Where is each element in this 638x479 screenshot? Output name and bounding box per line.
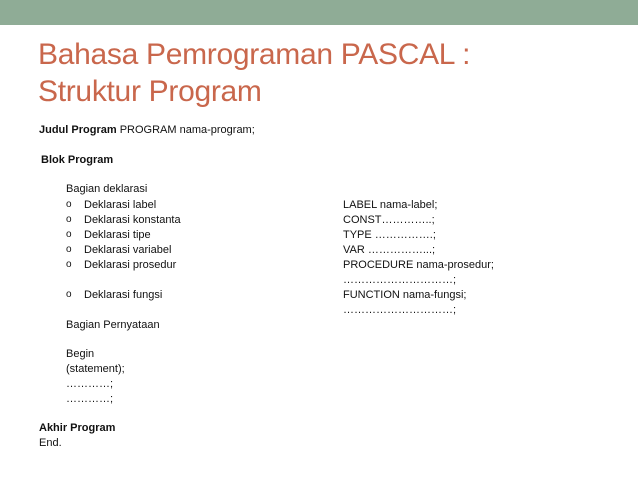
bullet-icon: o	[66, 289, 72, 300]
item-deklarasi-label: Deklarasi label	[84, 199, 157, 211]
statement-line: (statement);	[66, 363, 125, 375]
item-deklarasi-prosedur: Deklarasi prosedur	[84, 259, 177, 271]
judul-program-label: Judul Program	[39, 124, 117, 136]
bullet-icon: o	[66, 259, 72, 270]
item-deklarasi-konstanta: Deklarasi konstanta	[84, 214, 181, 226]
syntax-procedure: PROCEDURE nama-prosedur;	[343, 259, 494, 271]
syntax-label: LABEL nama-label;	[343, 199, 438, 211]
bullet-icon: o	[66, 229, 72, 240]
bagian-pernyataan-heading: Bagian Pernyataan	[66, 319, 160, 331]
item-deklarasi-tipe: Deklarasi tipe	[84, 229, 151, 241]
judul-program-line	[39, 123, 255, 137]
dots-line-2: …………;	[66, 393, 114, 405]
item-deklarasi-fungsi: Deklarasi fungsi	[84, 289, 163, 301]
blok-program-label: Blok Program	[41, 154, 114, 166]
syntax-function: FUNCTION nama-fungsi;	[343, 289, 467, 301]
akhir-program-label: Akhir Program	[39, 422, 116, 434]
judul-program-value: PROGRAM nama-program;	[119, 124, 255, 136]
syntax-function-dots: …………………………;	[343, 304, 457, 316]
bullet-icon: o	[66, 199, 72, 210]
dots-line-1: …………;	[66, 378, 114, 390]
bullet-icon: o	[66, 214, 72, 225]
bagian-deklarasi-heading: Bagian deklarasi	[66, 183, 148, 195]
title-line-1: Bahasa Pemrograman PASCAL :	[38, 38, 471, 71]
bullet-icon: o	[66, 244, 72, 255]
end-keyword: End.	[39, 437, 62, 449]
syntax-type: TYPE …………….;	[343, 229, 436, 241]
syntax-procedure-dots: …………………………;	[343, 274, 457, 286]
syntax-const: CONST…………..;	[343, 214, 435, 226]
title-line-2: Struktur Program	[38, 75, 262, 108]
begin-keyword: Begin	[66, 348, 95, 360]
syntax-var: VAR ……………...;	[343, 244, 436, 256]
item-deklarasi-variabel: Deklarasi variabel	[84, 244, 172, 256]
